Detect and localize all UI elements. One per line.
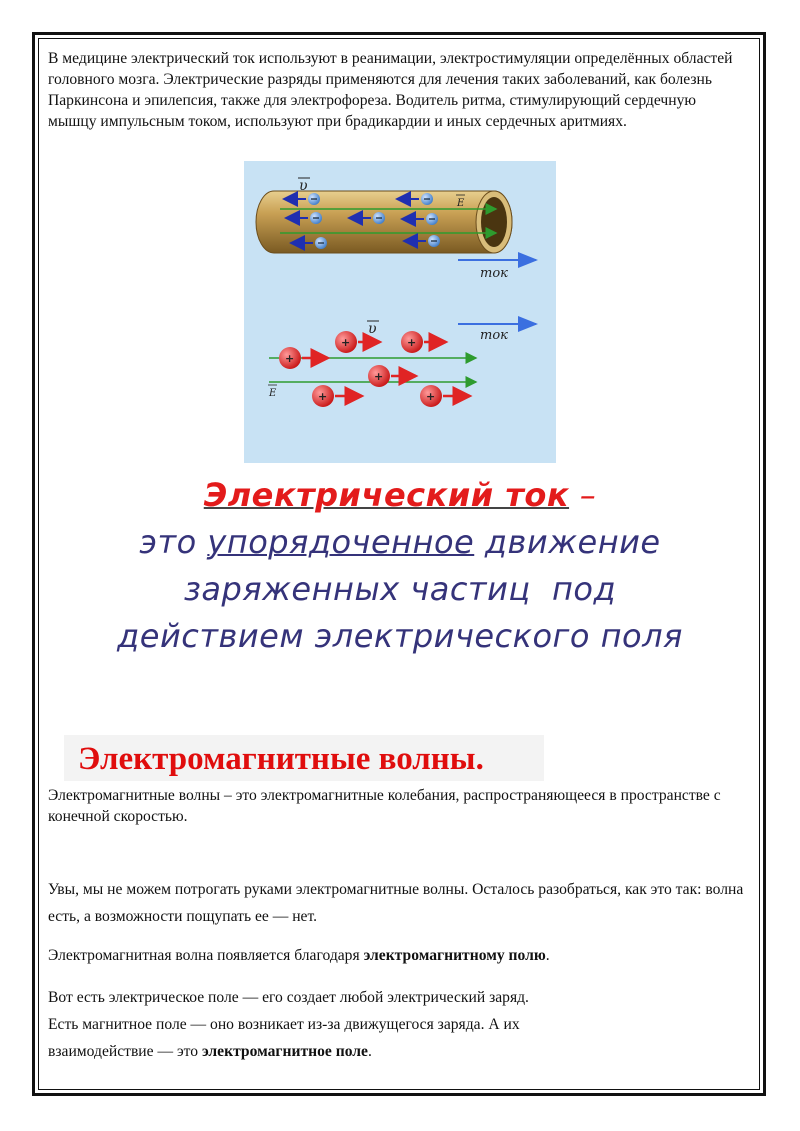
svg-text:+: +	[407, 336, 417, 349]
current-label-bottom: ток	[480, 328, 508, 343]
intro-paragraph: В медицине электрический ток используют в реанимации, электростимуляции определённых областей головного мозга. Электрические разряды применяются для лечения таких заболеваний, как болезнь Паркинсона и эпилепсия, также для электрофореза. Водитель ритма, стимулирующий сердечную мышцу импульсным током, используют при брадикардии и иных сердечных аритмиях.	[48, 50, 733, 130]
em-definition-paragraph: Электромагнитные волны – это электромагнитные колебания, распространяющееся в пространстве с конечной скоростью.	[48, 787, 721, 825]
velocity-label-top: υ	[299, 178, 308, 194]
paragraph-2-text: Электромагнитная волна появляется благодаря	[48, 947, 364, 964]
definition-underlined-word: упорядоченное	[207, 523, 475, 561]
definition-term: Электрический ток	[203, 476, 570, 514]
definition-line-2	[40, 519, 760, 566]
definition-line2-pre: это	[139, 523, 208, 561]
section-heading-text: Электромагнитные волны.	[78, 741, 484, 777]
paragraph-1: Увы, мы не можем потрогать руками электромагнитные волны. Осталось разобраться, как это так: волна есть, а возможности пощупать ее — нет.	[48, 881, 744, 925]
definition-dash: –	[569, 476, 597, 514]
paragraph-3-end: .	[367, 1043, 372, 1060]
definition-line-1	[40, 472, 760, 519]
svg-text:+: +	[318, 390, 328, 403]
current-definition	[40, 472, 760, 660]
paragraph-3-line-3: взаимодействие — это	[48, 1043, 202, 1060]
svg-text:+: +	[285, 352, 295, 365]
svg-text:+: +	[341, 336, 351, 349]
svg-text:+: +	[374, 370, 384, 383]
current-diagram	[244, 161, 556, 463]
field-label-bottom: E	[269, 388, 277, 399]
current-illustration	[244, 161, 556, 463]
paragraph-2	[48, 942, 748, 969]
svg-text:+: +	[426, 390, 436, 403]
velocity-label-bottom: υ	[368, 321, 377, 337]
definition-line-3: заряженных частиц под	[183, 570, 617, 608]
paragraph-3-line-1: Вот есть электрическое поле — его создает любой электрический заряд.	[48, 989, 529, 1006]
definition-line-4: действием электрического поля	[117, 617, 683, 655]
paragraph-2-bold: электромагнитному полю	[363, 947, 546, 964]
paragraph-3-line-2: Есть магнитное поле — оно возникает из-за движущегося заряда. А их	[48, 1016, 520, 1033]
definition-line2-post: движение	[474, 523, 661, 561]
section-heading	[64, 735, 544, 781]
field-label-top: E	[457, 198, 465, 209]
positive-charges	[279, 331, 470, 407]
paragraph-3-bold: электромагнитное поле	[201, 1043, 368, 1060]
paragraph-2-end: .	[545, 947, 550, 964]
current-label-top: ток	[480, 266, 508, 281]
paragraph-3	[48, 984, 748, 1065]
